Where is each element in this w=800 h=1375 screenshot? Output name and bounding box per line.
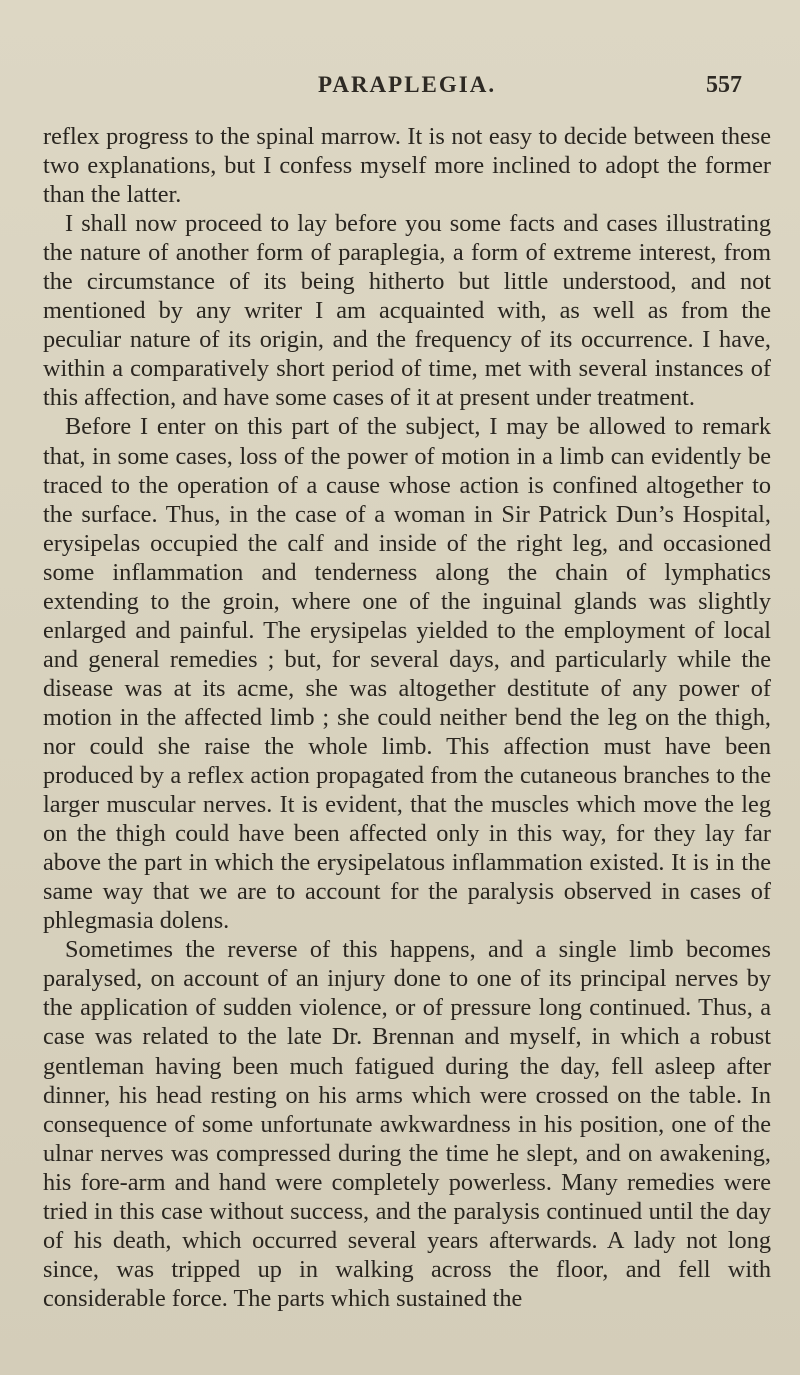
page-number: 557 (706, 72, 742, 98)
paragraph-second-form-of-paraplegia: I shall now proceed to lay before you some facts and cases illustrating the nature of another form of paraplegia, a form of extreme interest, from the circumstance of its being hitherto but little understood, and not mentioned by any writer I am acquainted with, as well as from the peculiar nature of its origin, and the frequency of its occurrence. I have, within a comparatively short period of time, met with several instances of this affection, and have some cases of it at present under treatment. (43, 210, 771, 412)
running-head: PARAPLEGIA. (318, 72, 497, 97)
paragraph-nerve-injury-cases: Sometimes the reverse of this happens, and a single limb becomes paralysed, on account of an injury done to one of its principal nerves by the application of sudden violence, or of pressure long continued. Thus, a case was related to the late Dr. Brennan and myself, in which a robust gentleman having been much fatigued during the day, fell asleep after dinner, his head resting on his arms which were crossed on the table. In consequence of some unfortunate awkwardness in his position, one of the ulnar nerves was compressed during the time he slept, and on awakening, his fore-arm and hand were completely powerless. Many remedies were tried in this case without success, and the paralysis continued until the day of his death, which occurred several years afterwards. A lady not long since, was tripped up in walking across the floor, and fell with considerable force. The parts which sustained the (43, 936, 771, 1312)
paragraph-continuation: reflex progress to the spinal marrow. It is not easy to decide between these two explanations, but I confess myself more inclined to adopt the former than the latter. (43, 123, 771, 209)
paragraph-erysipelas-case: Before I enter on this part of the subject, I may be allowed to remark that, in some cases, loss of the power of motion in a limb can evidently be traced to the operation of a cause whose action is confined altogether to the surface. Thus, in the case of a woman in Sir Patrick Dun’s Hospital, erysipelas occupied the calf and inside of the right leg, and occasioned some inflammation and tenderness along the chain of lymphatics extending to the groin, where one of the inguinal glands was slightly enlarged and painful. The erysipelas yielded to the employment of local and general remedies ; but, for several days, and particularly while the disease was at its acme, she was altogether destitute of any power of motion in the affected limb ; she could neither bend the leg on the thigh, nor could she raise the whole limb. This affection must have been produced by a reflex action propagated from the cutaneous branches to the larger muscular nerves. It is evident, that the muscles which move the leg on the thigh could have been affected only in this way, for they lay far above the part in which the erysipelatous inflammation existed. It is in the same way that we are to account for the paralysis observed in cases of phlegmasia dolens. (43, 413, 771, 935)
body-text (43, 122, 771, 1313)
